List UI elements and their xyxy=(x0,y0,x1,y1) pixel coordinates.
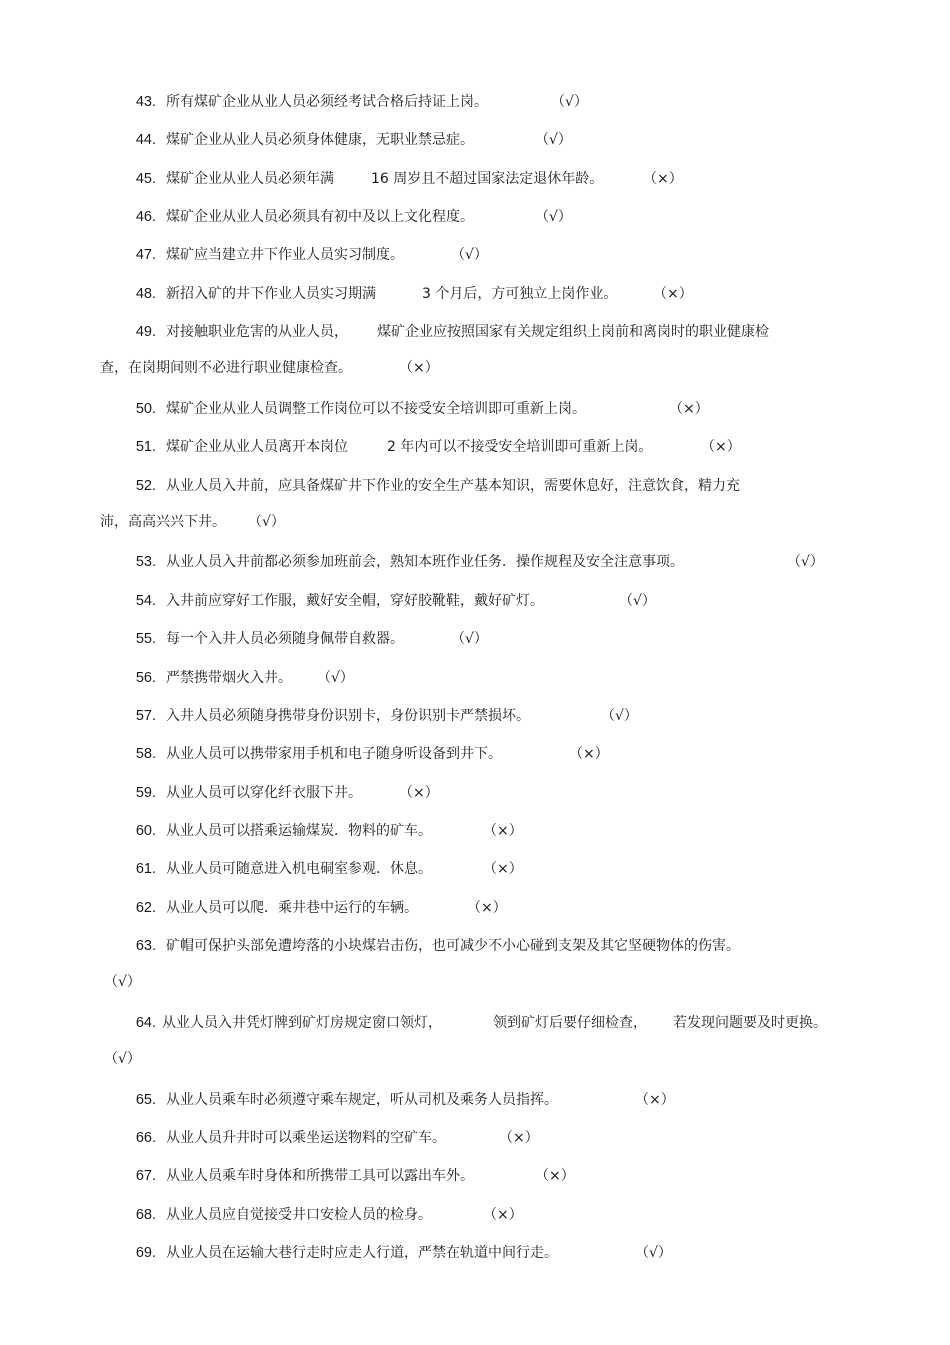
question-item xyxy=(0,742,950,766)
question-text: 煤矿企业应按照国家有关规定组织上岗前和离岗时的职业健康检 xyxy=(377,324,769,340)
question-item xyxy=(0,819,950,843)
answer-mark: （×） xyxy=(635,1092,675,1108)
question-number: 44. xyxy=(135,132,156,148)
answer-mark: （√） xyxy=(787,554,824,570)
answer-mark: （×） xyxy=(569,746,609,762)
question-item xyxy=(0,896,950,920)
question-continuation xyxy=(0,1047,950,1071)
question-text: 入井前应穿好工作服，戴好安全帽，穿好胶靴鞋，戴好矿灯。 xyxy=(166,593,544,609)
question-number: 48. xyxy=(135,286,156,302)
question-number: 52. xyxy=(135,478,156,494)
answer-mark: （×） xyxy=(483,823,523,839)
answer-mark: （×） xyxy=(653,286,693,302)
question-number: 62. xyxy=(135,900,156,916)
question-item xyxy=(0,243,950,267)
question-text: 煤矿企业从业人员离开本岗位 xyxy=(166,439,348,455)
question-text-continued: 沛，高高兴兴下井。 xyxy=(100,514,226,530)
question-item xyxy=(0,589,950,613)
answer-mark: （√） xyxy=(104,1051,141,1067)
question-continuation xyxy=(0,970,950,994)
question-text: 从业人员乘车时身体和所携带工具可以露出车外。 xyxy=(166,1168,474,1184)
question-text: 入井人员必须随身携带身份识别卡，身份识别卡严禁损坏。 xyxy=(166,708,530,724)
question-number: 54. xyxy=(135,593,156,609)
question-number: 67. xyxy=(135,1168,156,1184)
question-text: 3 个月后，方可独立上岗作业。 xyxy=(422,286,618,302)
question-item xyxy=(0,934,950,958)
question-item xyxy=(0,474,950,498)
question-item xyxy=(0,704,950,728)
question-number: 49. xyxy=(135,324,156,340)
question-text: 对接触职业危害的从业人员， xyxy=(166,324,348,340)
answer-mark: （×） xyxy=(467,900,507,916)
answer-mark: （√） xyxy=(104,974,141,990)
question-text: 煤矿企业从业人员必须身体健康，无职业禁忌症。 xyxy=(166,132,474,148)
answer-mark: （√） xyxy=(535,132,572,148)
question-item xyxy=(0,857,950,881)
question-item xyxy=(0,282,950,306)
question-text: 从业人员应自觉接受井口安检人员的检身。 xyxy=(166,1207,432,1223)
question-text: 煤矿企业从业人员必须年满 xyxy=(166,171,334,187)
question-text: 从业人员入井凭灯牌到矿灯房规定窗口领灯， xyxy=(162,1015,442,1031)
question-text: 从业人员乘车时必须遵守乘车规定，听从司机及乘务人员指挥。 xyxy=(166,1092,558,1108)
answer-mark: （×） xyxy=(535,1168,575,1184)
question-text: 所有煤矿企业从业人员必须经考试合格后持证上岗。 xyxy=(166,94,488,110)
question-number: 61. xyxy=(135,861,156,877)
question-item xyxy=(0,90,950,114)
question-text: 从业人员升井时可以乘坐运送物料的空矿车。 xyxy=(166,1130,446,1146)
answer-mark: （√） xyxy=(601,708,638,724)
question-item xyxy=(0,397,950,421)
question-item xyxy=(0,666,950,690)
question-number: 55. xyxy=(135,631,156,647)
question-text: 从业人员在运输大巷行走时应走人行道，严禁在轨道中间行走。 xyxy=(166,1245,558,1261)
question-text: 2 年内可以不接受安全培训即可重新上岗。 xyxy=(387,439,653,455)
answer-mark: （√） xyxy=(619,593,656,609)
question-number: 59. xyxy=(135,785,156,801)
question-item xyxy=(0,627,950,651)
question-text: 16 周岁且不超过国家法定退休年龄。 xyxy=(371,171,604,187)
question-number: 66. xyxy=(135,1130,156,1146)
question-number: 68. xyxy=(135,1207,156,1223)
question-text: 从业人员入井前，应具备煤矿井下作业的安全生产基本知识，需要休息好，注意饮食，精力充 xyxy=(166,478,740,494)
answer-mark: （√） xyxy=(317,670,354,686)
question-number: 53. xyxy=(135,554,156,570)
answer-mark: （×） xyxy=(399,360,439,376)
question-text: 从业人员入井前都必须参加班前会，熟知本班作业任务．操作规程及安全注意事项。 xyxy=(166,554,684,570)
question-text: 新招入矿的井下作业人员实习期满 xyxy=(166,286,376,302)
question-item xyxy=(0,1088,950,1112)
question-number: 43. xyxy=(135,94,156,110)
question-item xyxy=(0,781,950,805)
question-continuation xyxy=(0,510,950,534)
question-number: 65. xyxy=(135,1092,156,1108)
question-number: 56. xyxy=(135,670,156,686)
question-text: 煤矿企业从业人员必须具有初中及以上文化程度。 xyxy=(166,209,474,225)
question-item xyxy=(0,1011,950,1035)
question-number: 60. xyxy=(135,823,156,839)
question-item xyxy=(0,550,950,574)
question-item xyxy=(0,1203,950,1227)
question-text: 煤矿应当建立井下作业人员实习制度。 xyxy=(166,247,404,263)
answer-mark: （√） xyxy=(248,514,285,530)
answer-mark: （√） xyxy=(451,247,488,263)
question-text: 若发现问题要及时更换。 xyxy=(673,1015,827,1031)
question-text: 煤矿企业从业人员调整工作岗位可以不接受安全培训即可重新上岗。 xyxy=(166,401,586,417)
answer-mark: （√） xyxy=(535,209,572,225)
question-item xyxy=(0,128,950,152)
answer-mark: （×） xyxy=(643,171,683,187)
question-text: 从业人员可以携带家用手机和电子随身听设备到井下。 xyxy=(166,746,502,762)
question-item xyxy=(0,205,950,229)
question-item xyxy=(0,320,950,344)
answer-mark: （×） xyxy=(399,785,439,801)
question-text: 领到矿灯后要仔细检查， xyxy=(493,1015,647,1031)
answer-mark: （×） xyxy=(483,1207,523,1223)
question-number: 51. xyxy=(135,439,156,455)
question-text: 严禁携带烟火入井。 xyxy=(166,670,292,686)
answer-mark: （×） xyxy=(483,861,523,877)
question-number: 45. xyxy=(135,171,156,187)
question-text: 从业人员可以搭乘运输煤炭．物料的矿车。 xyxy=(166,823,432,839)
question-text: 每一个入井人员必须随身佩带自救器。 xyxy=(166,631,404,647)
question-number: 58. xyxy=(135,746,156,762)
question-number: 64. xyxy=(135,1015,156,1031)
answer-mark: （√） xyxy=(551,94,588,110)
question-text-continued: 查，在岗期间则不必进行职业健康检查。 xyxy=(100,360,352,376)
answer-mark: （×） xyxy=(499,1130,539,1146)
question-number: 50. xyxy=(135,401,156,417)
question-item xyxy=(0,1164,950,1188)
answer-mark: （√） xyxy=(451,631,488,647)
answer-mark: （×） xyxy=(701,439,741,455)
question-number: 69. xyxy=(135,1245,156,1261)
question-item xyxy=(0,1126,950,1150)
question-text: 矿帽可保护头部免遭垮落的小块煤岩击伤，也可减少不小心碰到支架及其它坚硬物体的伤害。 xyxy=(166,938,740,954)
question-text: 从业人员可随意进入机电硐室参观．休息。 xyxy=(166,861,432,877)
question-number: 57. xyxy=(135,708,156,724)
question-text: 从业人员可以穿化纤衣服下井。 xyxy=(166,785,362,801)
question-continuation xyxy=(0,356,950,380)
answer-mark: （×） xyxy=(669,401,709,417)
answer-mark: （√） xyxy=(635,1245,672,1261)
question-number: 47. xyxy=(135,247,156,263)
question-text: 从业人员可以爬．乘井巷中运行的车辆。 xyxy=(166,900,418,916)
question-number: 63. xyxy=(135,938,156,954)
question-item xyxy=(0,167,950,191)
question-item xyxy=(0,1241,950,1265)
question-item xyxy=(0,435,950,459)
question-number: 46. xyxy=(135,209,156,225)
